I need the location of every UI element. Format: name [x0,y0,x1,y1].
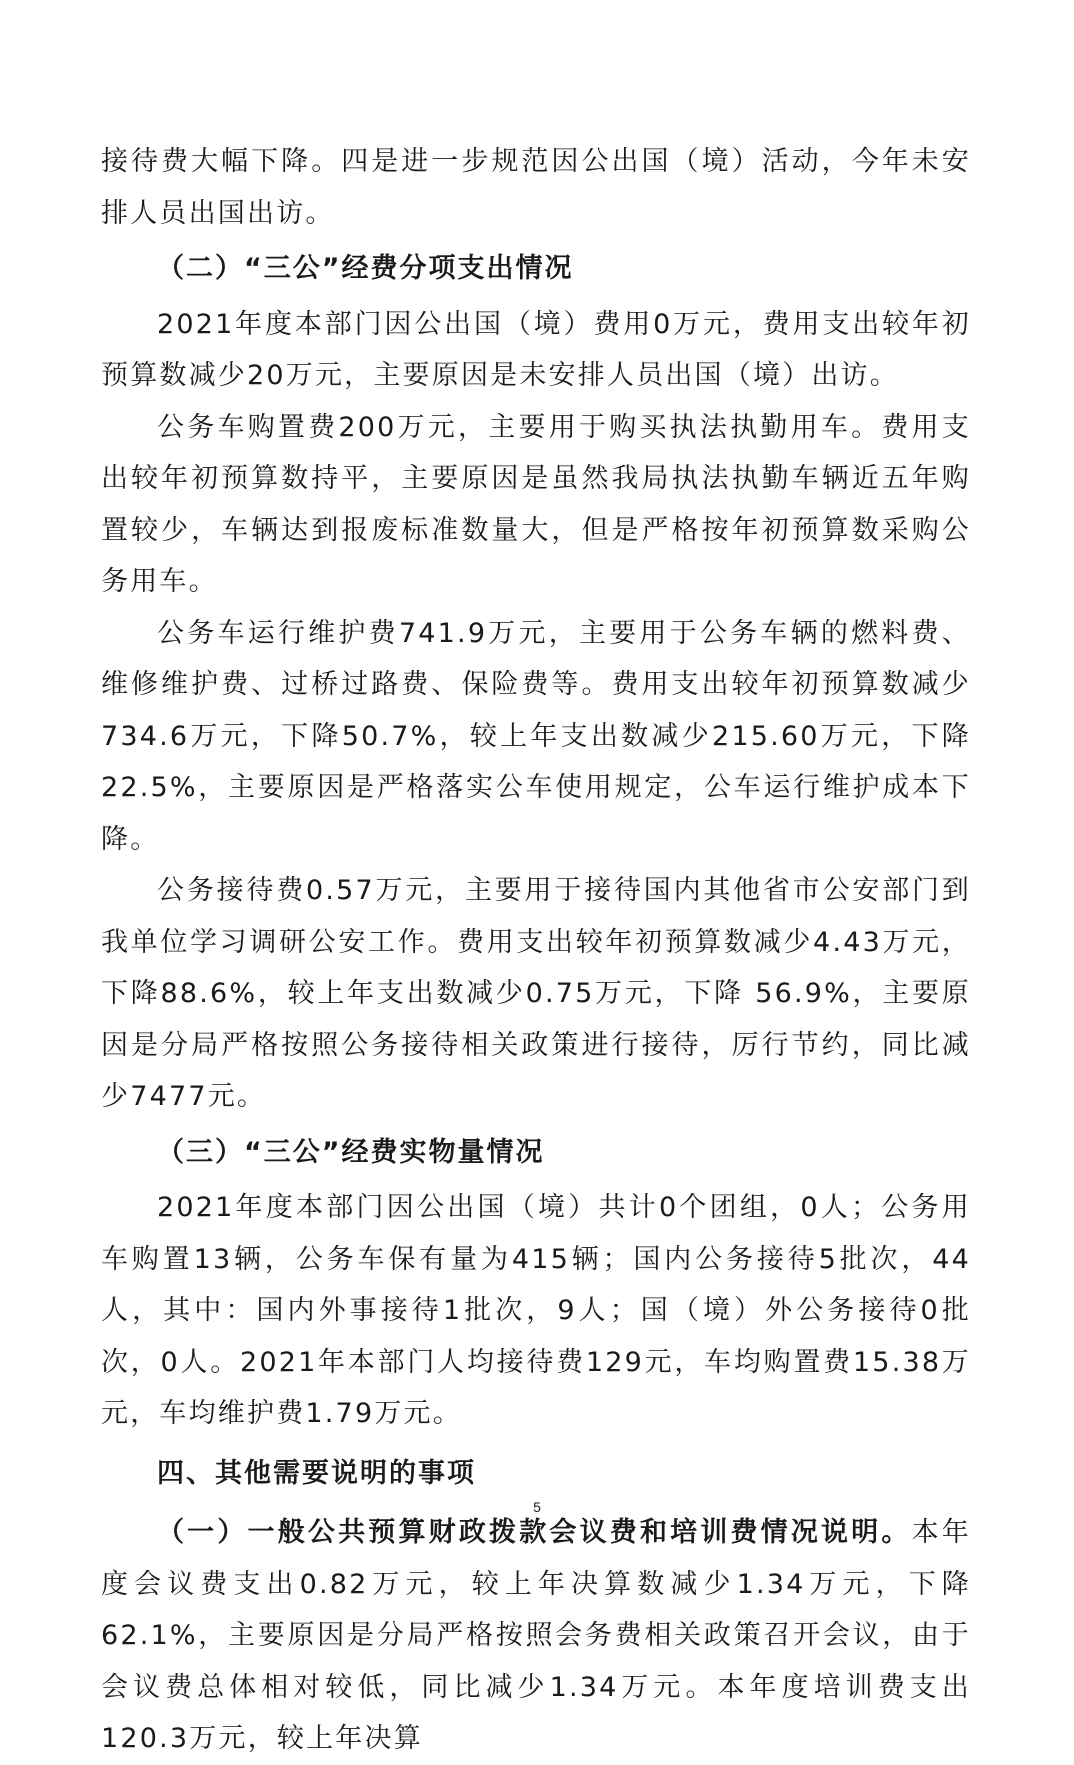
paragraph-meeting-training-body: 本年度会议费支出0.82万元，较上年决算数减少1.34万元，下降62.1%，主要原因是分局严格按照会务费相关政策召开会议，由于会议费总体相对较低，同比减少1.34万元。本年度培训费支出120.3万元，较上年决算 [101,1517,971,1754]
page-number: 5 [533,1499,541,1515]
paragraph-official-reception: 公务接待费0.57万元，主要用于接待国内其他省市公安部门到我单位学习调研公安工作。费用支出较年初预算数减少4.43万元，下降88.6%，较上年支出数减少0.75万元，下降 56.9%，主要原因是分局严格按照公务接待相关政策进行接待，厉行节约，同比减少7477元。 [101,875,971,1112]
paragraph-meeting-training-title: （一）一般公共预算财政拨款会议费和培训费情况说明。 [157,1517,912,1548]
paragraph-vehicle-maintenance: 公务车运行维护费741.9万元，主要用于公务车辆的燃料费、维修维护费、过桥过路费、保险费等。费用支出较年初预算数减少734.6万元，下降50.7%，较上年支出数减少215.60万元，下降22.5%，主要原因是严格落实公车使用规定，公车运行维护成本下降。 [101,617,971,855]
paragraph-meeting-training [101,1507,971,1765]
section-heading-itemized-expenses: （二）“三公”经费分项支出情况 [157,253,574,284]
paragraph-reception-decline: 接待费大幅下降。四是进一步规范因公出国（境）活动，今年未安排人员出国出访。 [101,146,971,229]
paragraph-quantity-details: 2021年度本部门因公出国（境）共计0个团组，0人；公务用车购置13辆，公务车保有量为415辆；国内公务接待5批次，44人，其中：国内外事接待1批次，9人；国（境）外公务接待0批次，0人。2021年本部门人均接待费129元，车均购置费15.38万元，车均维护费1.79万元。 [101,1192,971,1429]
paragraph-overseas-travel: 2021年度本部门因公出国（境）费用0万元，费用支出较年初预算数减少20万元，主要原因是未安排人员出国（境）出访。 [101,308,971,391]
document-body [101,136,971,1765]
section-heading-other-matters: 四、其他需要说明的事项 [157,1457,476,1489]
section-heading-physical-quantity: （三）“三公”经费实物量情况 [157,1136,545,1168]
paragraph-vehicle-purchase: 公务车购置费200万元，主要用于购买执法执勤用车。费用支出较年初预算数持平，主要原因是虽然我局执法执勤车辆近五年购置较少，车辆达到报废标准数量大，但是严格按年初预算数采购公务用车。 [101,411,971,597]
